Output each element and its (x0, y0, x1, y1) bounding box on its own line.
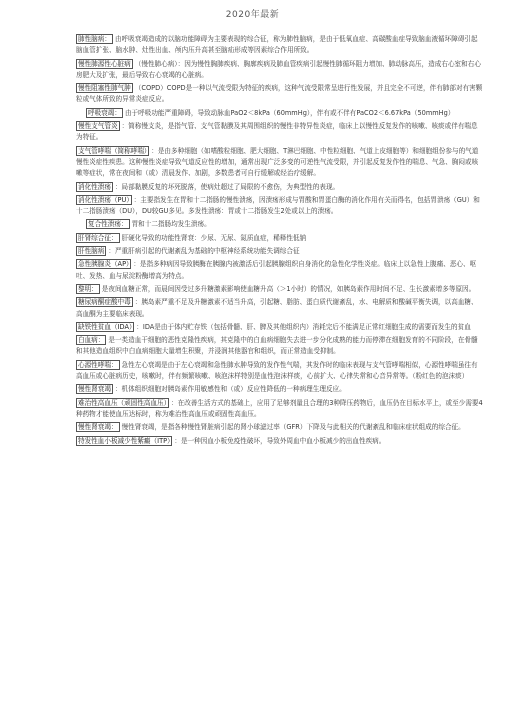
definition: ：简称慢支炎，是指气管、支气管黏膜及其周围组织的慢性非特异性炎症，临床上以慢性反复发作的咳嗽、咳痰或伴有喘息为特征。 (76, 122, 478, 142)
entry-20 (76, 422, 484, 433)
term: 慢性阻塞性肺气肿 (78, 84, 131, 93)
term: 肝肾综合征： (78, 233, 118, 242)
definition: 急性左心衰竭是由于左心衰竭和急性肺水肿导致的发作性气喘，其发作时的临床表现与支气管哮喘相似，心源性哮喘虽往有高血压或心脏病历史，咳嗽时，伴有频繁咳嗽、咳泡沫样特别是血性泡沫样痰，心前扩大、心律失常和心音异常等。（粉红色的泡沫痰） (76, 360, 478, 381)
term: 白血病： (78, 336, 105, 345)
term: 消化性溃疡 (78, 182, 111, 191)
definition: ：是由多种细胞（如嗜酸粒细胞、肥大细胞、T淋巴细胞、中性粒细胞、气道上皮细胞等）和细胞组份参与的气道慢性炎症性疾患。这种慢性炎症导致气道反应性的增加，通常出现广泛多变的可逆性气流受限，并引起反复发作性的喘息、气急、胸闷或咳嗽等症状，常在夜间和（或）清晨发作、加剧，多数患者可自行缓解或经治疗缓解。 (76, 146, 479, 178)
term: 黎明： (78, 284, 98, 293)
definition: ：严重肝病引起的代谢紊乱为基础的中枢神经系统功能失调综合征 (108, 247, 300, 256)
definition: ：是指多种病因导致胰酶在胰腺内被激活后引起胰腺组织自身消化的急性化学性炎症。临床上以急性上腹痛、恶心、呕吐、发热、血与尿淀粉酶增高为特点。 (76, 260, 477, 280)
term: 慢性肾衰竭： (78, 423, 118, 432)
term: 肺性脑病： (78, 35, 111, 43)
entry-15 (76, 322, 484, 333)
term: 呼吸衰竭： (88, 108, 121, 117)
definition: ：机体组织细胞对胰岛素作用敏感性和（或）反应性降低的一种病理生理反应。 (114, 385, 346, 394)
definition: 由呼吸衰竭造成的以脑功能障碍为主要表现的综合征，称为肺性脑病，是由于低氧血症、高碳酸血症导致脑血液循环障碍引起脑血管扩张、脑水肿、灶性出血、颅内压升高甚至脑疝形成等因素综合作用所致。 (76, 35, 478, 55)
term: 慢性肾衰竭 (78, 385, 111, 394)
entry-10 (76, 233, 484, 244)
entry-19 (76, 398, 484, 421)
page-header: 2020年最新 (225, 10, 280, 20)
entry-1 (76, 34, 484, 57)
entry-21 (76, 436, 484, 447)
definition: ：局部黏膜反复的坏死脱落，使病灶超过了局限的不愈伤，为典型性的表现。 (114, 182, 340, 191)
entry-9 (86, 219, 484, 230)
definition: ：是一种因血小板免疫性破坏，导致外周血中血小板减少的出血性疾病。 (174, 436, 386, 445)
entry-12 (76, 259, 484, 282)
definition: 是夜间血糖正常，而晨间因受过多升糖激素影响使血糖升高（＞1小时）的情况，如胰岛素作用时间不足、生长激素增多等原因。 (101, 284, 476, 293)
definition: 胃和十二指肠均发生溃疡。 (131, 220, 211, 229)
term: 消化性溃疡（PU） (78, 195, 130, 204)
definition: （慢性肺心病）：因为慢性胸肺疾病、胸廓疾病及肺血管疾病引起慢性肺循环阻力增加、肺动脉高压，造成右心室和右心房肥大及扩张，最后导致右心衰竭的心脏病。 (76, 59, 481, 79)
term: 特发性血小板减少性紫癜（ITP） (78, 436, 171, 445)
entry-6 (76, 146, 484, 180)
term: 肝性脑病 (78, 247, 105, 256)
term: 急性胰腺炎（AP） (78, 260, 130, 269)
definition: ：IDA是由于体内贮存铁（包括骨髓、肝、脾及其他组织内）消耗完后不能满足正常红细胞生成的需要而发生的贫血 (136, 322, 471, 331)
term: 慢性肺源性心脏病 (78, 59, 131, 68)
entry-11 (76, 246, 484, 257)
entry-17 (76, 360, 484, 383)
definition: （COPD）COPD是一种以气流受限为特征的疾病，这种气流受限常呈进行性发展，并且完全不可逆，伴有肺部对有害颗粒或气体所致的异常炎症反应。 (76, 84, 483, 104)
entry-16 (76, 335, 484, 358)
definition: ：在改善生活方式的基础上，应用了足够剂量且合理的3种降压药物后，血压仍在目标水平上，或至少需要4种药物才能使血压达标时，称为难治性高血压或顽固性高血压。 (76, 398, 483, 418)
entry-4 (86, 108, 484, 119)
term: 糖尿病酮症酸中毒 (78, 298, 131, 307)
entry-8 (76, 195, 484, 218)
definition: 慢性肾衰竭，是指各种慢性肾脏病引起的肾小球滤过率（GFR）下降及与此相关的代谢紊乱和临床症状组成的综合征。 (121, 423, 465, 432)
entry-2 (76, 59, 484, 82)
entry-13 (76, 284, 484, 295)
definition: 由于呼吸功能严重障碍，导致动脉血PaO2＜8kPa（60mmHg），伴有或不伴有PaCO2＜6.67kPa（50mmHg） (124, 108, 455, 117)
entry-18 (76, 384, 484, 395)
glossary-body (76, 34, 484, 449)
term: 支气管哮喘（简称哮喘） (78, 146, 148, 155)
definition: ：胰岛素严重不足及升糖激素不适当升高，引起糖、脂肪、蛋白质代谢紊乱，水、电解质和酸碱平衡失调，以高血糖、高血酮为主要临床表现。 (76, 298, 478, 318)
definition: 肝硬化导致的功能性肾衰：少尿、无尿、氮质血症，稀释性低钠 (121, 233, 307, 242)
term: 缺铁性贫血（IDA） (78, 322, 133, 331)
term: 复合性溃疡： (88, 220, 128, 229)
definition: ：主要指发生在胃和十二指肠的慢性溃疡，因溃疡形成与胃酸和胃蛋白酶的消化作用有关而得名，包括胃溃疡（GU）和十二指肠溃疡（DU），DU较GU多见。多发性溃疡：胃或十二指肠发生2处或以上的溃疡。 (76, 195, 480, 216)
entry-7 (76, 182, 484, 193)
entry-5 (76, 121, 484, 144)
definition: 是一类造血干细胞的恶性克隆性疾病，其克隆中的白血病细胞失去进一步分化成熟的能力而停滞在细胞发育的不同阶段，在骨髓和其他造血组织中白血病细胞大量增生积聚，并浸润其他器官和组织，而正常造血受抑制。 (76, 336, 478, 356)
entry-3 (76, 83, 484, 106)
term: 心源性哮喘： (78, 360, 118, 369)
term: 慢性支气管炎 (78, 122, 118, 131)
entry-14 (76, 297, 484, 320)
term: 难治性高血压（顽固性高血压） (78, 398, 168, 407)
